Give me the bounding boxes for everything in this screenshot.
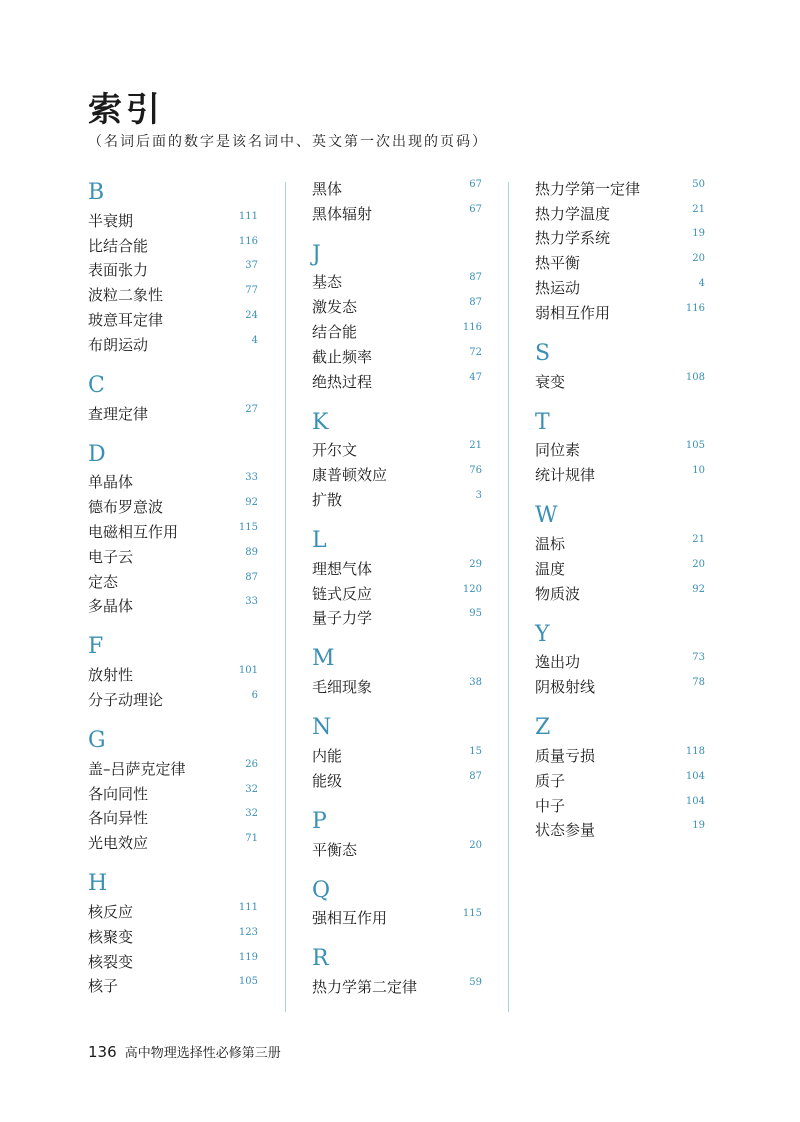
index-entry bbox=[312, 294, 482, 319]
index-term: 电子云 bbox=[88, 547, 134, 566]
index-entry bbox=[535, 818, 705, 843]
index-term: 核裂变 bbox=[88, 952, 134, 971]
index-section bbox=[88, 371, 258, 426]
index-page-number: 21 bbox=[692, 534, 705, 546]
index-entry bbox=[88, 208, 258, 233]
index-entry bbox=[88, 594, 258, 619]
index-page-number: 67 bbox=[469, 178, 482, 190]
index-section bbox=[312, 526, 482, 630]
section-letter: Q bbox=[312, 877, 331, 903]
index-term: 光电效应 bbox=[88, 834, 149, 853]
index-entry bbox=[535, 201, 705, 226]
index-term: 核反应 bbox=[88, 903, 134, 922]
index-entry bbox=[535, 581, 705, 606]
section-letter: N bbox=[312, 715, 332, 741]
index-entry bbox=[535, 226, 705, 251]
section-letter: T bbox=[535, 409, 550, 435]
index-section bbox=[88, 632, 258, 712]
index-section bbox=[312, 240, 482, 394]
index-term: 各向异性 bbox=[88, 809, 149, 828]
index-entry bbox=[88, 470, 258, 495]
index-page-number: 87 bbox=[469, 770, 482, 782]
index-entry bbox=[88, 687, 258, 712]
index-column-2 bbox=[312, 176, 482, 1013]
index-entry bbox=[535, 438, 705, 463]
index-page-number: 73 bbox=[692, 652, 705, 664]
index-section bbox=[312, 944, 482, 999]
index-entry bbox=[88, 949, 258, 974]
index-term: 热平衡 bbox=[535, 254, 581, 273]
index-entry bbox=[535, 743, 705, 768]
section-letter: J bbox=[312, 241, 321, 267]
index-entry bbox=[312, 462, 482, 487]
section-letter: D bbox=[88, 441, 106, 467]
index-section bbox=[535, 408, 705, 488]
book-title: 高中物理选择性必修第三册 bbox=[124, 1046, 281, 1061]
index-term: 盖–吕萨克定律 bbox=[88, 759, 186, 778]
index-column-1 bbox=[88, 176, 258, 1012]
section-letter: W bbox=[535, 503, 558, 529]
index-term: 链式反应 bbox=[312, 584, 373, 603]
index-entry bbox=[535, 250, 705, 275]
index-page-number: 120 bbox=[462, 583, 482, 595]
index-page-number: 32 bbox=[245, 783, 258, 795]
index-page-number: 71 bbox=[245, 833, 258, 845]
index-page-number: 123 bbox=[238, 926, 258, 938]
index-page-number: 33 bbox=[245, 596, 258, 608]
index-entry bbox=[88, 830, 258, 855]
section-letter: F bbox=[88, 634, 104, 660]
index-entry bbox=[88, 662, 258, 687]
index-term: 平衡态 bbox=[312, 840, 358, 859]
index-page-number: 67 bbox=[469, 203, 482, 215]
index-term: 开尔文 bbox=[312, 441, 358, 460]
index-entry bbox=[312, 556, 482, 581]
index-entry bbox=[312, 438, 482, 463]
index-page-number: 21 bbox=[469, 440, 482, 452]
index-page-number: 19 bbox=[692, 228, 705, 240]
index-entry bbox=[535, 462, 705, 487]
index-term: 质量亏损 bbox=[535, 747, 596, 766]
index-page-number: 104 bbox=[685, 795, 705, 807]
index-page-number: 95 bbox=[469, 608, 482, 620]
index-entry bbox=[535, 768, 705, 793]
index-page-number: 38 bbox=[469, 677, 482, 689]
index-page-number: 105 bbox=[238, 976, 258, 988]
index-entry bbox=[312, 906, 482, 931]
index-page-number: 115 bbox=[462, 908, 482, 920]
index-page-number: 32 bbox=[245, 808, 258, 820]
index-entry bbox=[88, 924, 258, 949]
section-letter: G bbox=[88, 727, 106, 753]
index-section bbox=[88, 440, 258, 619]
index-entry bbox=[312, 743, 482, 768]
index-page-number: 92 bbox=[245, 497, 258, 509]
index-term: 激发态 bbox=[312, 298, 358, 317]
index-term: 状态参量 bbox=[535, 821, 596, 840]
index-entry bbox=[88, 258, 258, 283]
index-section bbox=[535, 501, 705, 605]
index-page-number: 4 bbox=[251, 334, 258, 346]
section-letter: C bbox=[88, 372, 105, 398]
index-entry bbox=[535, 300, 705, 325]
index-entry bbox=[88, 233, 258, 258]
column-divider bbox=[508, 182, 509, 1012]
index-entry bbox=[88, 332, 258, 357]
index-term: 热力学第一定律 bbox=[535, 179, 641, 198]
index-page-number: 37 bbox=[245, 260, 258, 272]
index-term: 放射性 bbox=[88, 666, 134, 685]
index-page-number: 47 bbox=[469, 371, 482, 383]
index-page-number: 119 bbox=[238, 951, 258, 963]
index-entry bbox=[88, 544, 258, 569]
index-page-number: 33 bbox=[245, 472, 258, 484]
index-page-number: 24 bbox=[245, 310, 258, 322]
index-column-3 bbox=[535, 176, 705, 856]
index-page-number: 20 bbox=[469, 839, 482, 851]
index-term: 半衰期 bbox=[88, 211, 134, 230]
index-page-number: 111 bbox=[238, 902, 258, 914]
index-term: 德布罗意波 bbox=[88, 498, 164, 517]
index-page-number: 105 bbox=[685, 440, 705, 452]
index-entry bbox=[312, 674, 482, 699]
section-letter: Y bbox=[535, 621, 550, 647]
index-page-number: 108 bbox=[685, 371, 705, 383]
index-term: 单晶体 bbox=[88, 473, 134, 492]
index-entry bbox=[88, 756, 258, 781]
page-number: 136 bbox=[88, 1043, 117, 1061]
index-term: 理想气体 bbox=[312, 559, 373, 578]
index-term: 分子动理论 bbox=[88, 691, 164, 710]
section-letter: Z bbox=[535, 715, 551, 741]
index-section bbox=[312, 713, 482, 793]
index-section bbox=[312, 408, 482, 512]
index-page-number: 78 bbox=[692, 677, 705, 689]
index-section bbox=[535, 713, 705, 842]
index-term: 比结合能 bbox=[88, 236, 149, 255]
index-page-number: 92 bbox=[692, 583, 705, 595]
index-term: 核聚变 bbox=[88, 927, 134, 946]
index-page-number: 29 bbox=[469, 558, 482, 570]
index-section bbox=[312, 876, 482, 931]
index-entry bbox=[312, 201, 482, 226]
index-entry bbox=[535, 176, 705, 201]
index-continuation bbox=[535, 176, 705, 325]
index-section bbox=[88, 869, 258, 998]
section-letter: P bbox=[312, 808, 327, 834]
index-term: 各向同性 bbox=[88, 784, 149, 803]
index-entry bbox=[88, 569, 258, 594]
index-page-number: 89 bbox=[245, 546, 258, 558]
index-term: 结合能 bbox=[312, 323, 358, 342]
index-term: 物质波 bbox=[535, 584, 581, 603]
section-letter: B bbox=[88, 180, 105, 205]
section-letter: M bbox=[312, 646, 335, 672]
index-term: 同位素 bbox=[535, 441, 581, 460]
index-page-number: 104 bbox=[685, 770, 705, 782]
index-entry bbox=[535, 531, 705, 556]
index-entry bbox=[88, 899, 258, 924]
index-page-number: 19 bbox=[692, 820, 705, 832]
index-entry bbox=[535, 793, 705, 818]
index-entry bbox=[312, 837, 482, 862]
section-letter: H bbox=[88, 871, 108, 897]
index-page-number: 118 bbox=[685, 746, 705, 758]
index-term: 波粒二象性 bbox=[88, 286, 164, 305]
index-term: 量子力学 bbox=[312, 609, 373, 628]
index-term: 统计规律 bbox=[535, 466, 596, 485]
index-page-number: 72 bbox=[469, 346, 482, 358]
index-term: 黑体 bbox=[312, 179, 343, 198]
index-page-number: 10 bbox=[692, 465, 705, 477]
index-term: 逸出功 bbox=[535, 653, 581, 672]
index-term: 热力学第二定律 bbox=[312, 978, 418, 997]
index-entry bbox=[312, 319, 482, 344]
index-page-number: 87 bbox=[469, 272, 482, 284]
index-section bbox=[535, 620, 705, 700]
index-term: 表面张力 bbox=[88, 261, 149, 280]
index-term: 布朗运动 bbox=[88, 335, 149, 354]
index-term: 多晶体 bbox=[88, 597, 134, 616]
index-page-number: 15 bbox=[469, 746, 482, 758]
index-page-number: 101 bbox=[238, 665, 258, 677]
index-entry bbox=[88, 974, 258, 999]
index-entry bbox=[535, 369, 705, 394]
index-entry bbox=[312, 974, 482, 999]
index-entry bbox=[312, 606, 482, 631]
index-entry bbox=[535, 275, 705, 300]
index-entry bbox=[312, 176, 482, 201]
index-term: 黑体辐射 bbox=[312, 204, 373, 223]
index-term: 热运动 bbox=[535, 279, 581, 298]
index-term: 查理定律 bbox=[88, 404, 149, 423]
index-page-number: 87 bbox=[469, 297, 482, 309]
index-section bbox=[88, 178, 258, 357]
index-continuation bbox=[312, 176, 482, 226]
index-entry bbox=[88, 494, 258, 519]
index-term: 电磁相互作用 bbox=[88, 523, 179, 542]
index-term: 质子 bbox=[535, 771, 566, 790]
index-page-number: 111 bbox=[238, 210, 258, 222]
index-entry bbox=[535, 650, 705, 675]
index-page-number: 77 bbox=[245, 285, 258, 297]
index-entry bbox=[535, 674, 705, 699]
index-term: 弱相互作用 bbox=[535, 303, 611, 322]
index-section bbox=[312, 644, 482, 699]
index-term: 衰变 bbox=[535, 372, 566, 391]
index-section bbox=[535, 339, 705, 394]
index-term: 温标 bbox=[535, 535, 566, 554]
index-page-number: 115 bbox=[238, 522, 258, 534]
index-entry bbox=[312, 270, 482, 295]
index-entry bbox=[312, 768, 482, 793]
index-page-number: 3 bbox=[475, 490, 482, 502]
index-page-number: 76 bbox=[469, 465, 482, 477]
index-entry bbox=[88, 781, 258, 806]
section-letter: K bbox=[312, 409, 329, 435]
page-footer bbox=[88, 1042, 281, 1061]
index-term: 核子 bbox=[88, 977, 119, 996]
index-entry bbox=[312, 344, 482, 369]
index-entry bbox=[312, 487, 482, 512]
index-entry bbox=[88, 401, 258, 426]
index-term: 阴极射线 bbox=[535, 678, 596, 697]
index-page-number: 21 bbox=[692, 203, 705, 215]
page-title: 索引 bbox=[88, 90, 164, 130]
index-term: 强相互作用 bbox=[312, 909, 388, 928]
index-page-number: 116 bbox=[462, 322, 482, 334]
index-entry bbox=[88, 806, 258, 831]
section-letter: R bbox=[312, 946, 329, 972]
index-page-number: 87 bbox=[245, 571, 258, 583]
index-term: 玻意耳定律 bbox=[88, 311, 164, 330]
index-term: 基态 bbox=[312, 273, 343, 292]
index-entry bbox=[535, 556, 705, 581]
index-page-number: 59 bbox=[469, 977, 482, 989]
page-subtitle: （名词后面的数字是该名词中、英文第一次出现的页码） bbox=[88, 134, 488, 150]
index-term: 内能 bbox=[312, 747, 343, 766]
index-term: 截止频率 bbox=[312, 347, 373, 366]
index-page-number: 26 bbox=[245, 758, 258, 770]
index-page-number: 116 bbox=[238, 235, 258, 247]
index-term: 热力学温度 bbox=[535, 204, 611, 223]
column-divider bbox=[285, 182, 286, 1012]
section-letter: S bbox=[535, 340, 551, 366]
index-entry bbox=[312, 581, 482, 606]
index-page-number: 20 bbox=[692, 253, 705, 265]
index-page-number: 20 bbox=[692, 558, 705, 570]
index-term: 毛细现象 bbox=[312, 678, 373, 697]
index-entry bbox=[88, 519, 258, 544]
index-term: 热力学系统 bbox=[535, 229, 611, 248]
index-term: 中子 bbox=[535, 796, 566, 815]
index-entry bbox=[88, 282, 258, 307]
index-term: 温度 bbox=[535, 559, 566, 578]
index-page-number: 4 bbox=[698, 278, 705, 290]
index-entry bbox=[88, 307, 258, 332]
section-letter: L bbox=[312, 527, 327, 553]
index-term: 能级 bbox=[312, 771, 343, 790]
index-page-number: 116 bbox=[685, 302, 705, 314]
index-page-number: 6 bbox=[251, 690, 258, 702]
index-page-number: 50 bbox=[692, 178, 705, 190]
index-entry bbox=[312, 369, 482, 394]
index-section bbox=[312, 807, 482, 862]
index-term: 康普顿效应 bbox=[312, 466, 388, 485]
index-term: 扩散 bbox=[312, 491, 343, 510]
index-page-number: 27 bbox=[245, 403, 258, 415]
index-section bbox=[88, 726, 258, 855]
index-term: 定态 bbox=[88, 572, 119, 591]
index-term: 绝热过程 bbox=[312, 372, 373, 391]
